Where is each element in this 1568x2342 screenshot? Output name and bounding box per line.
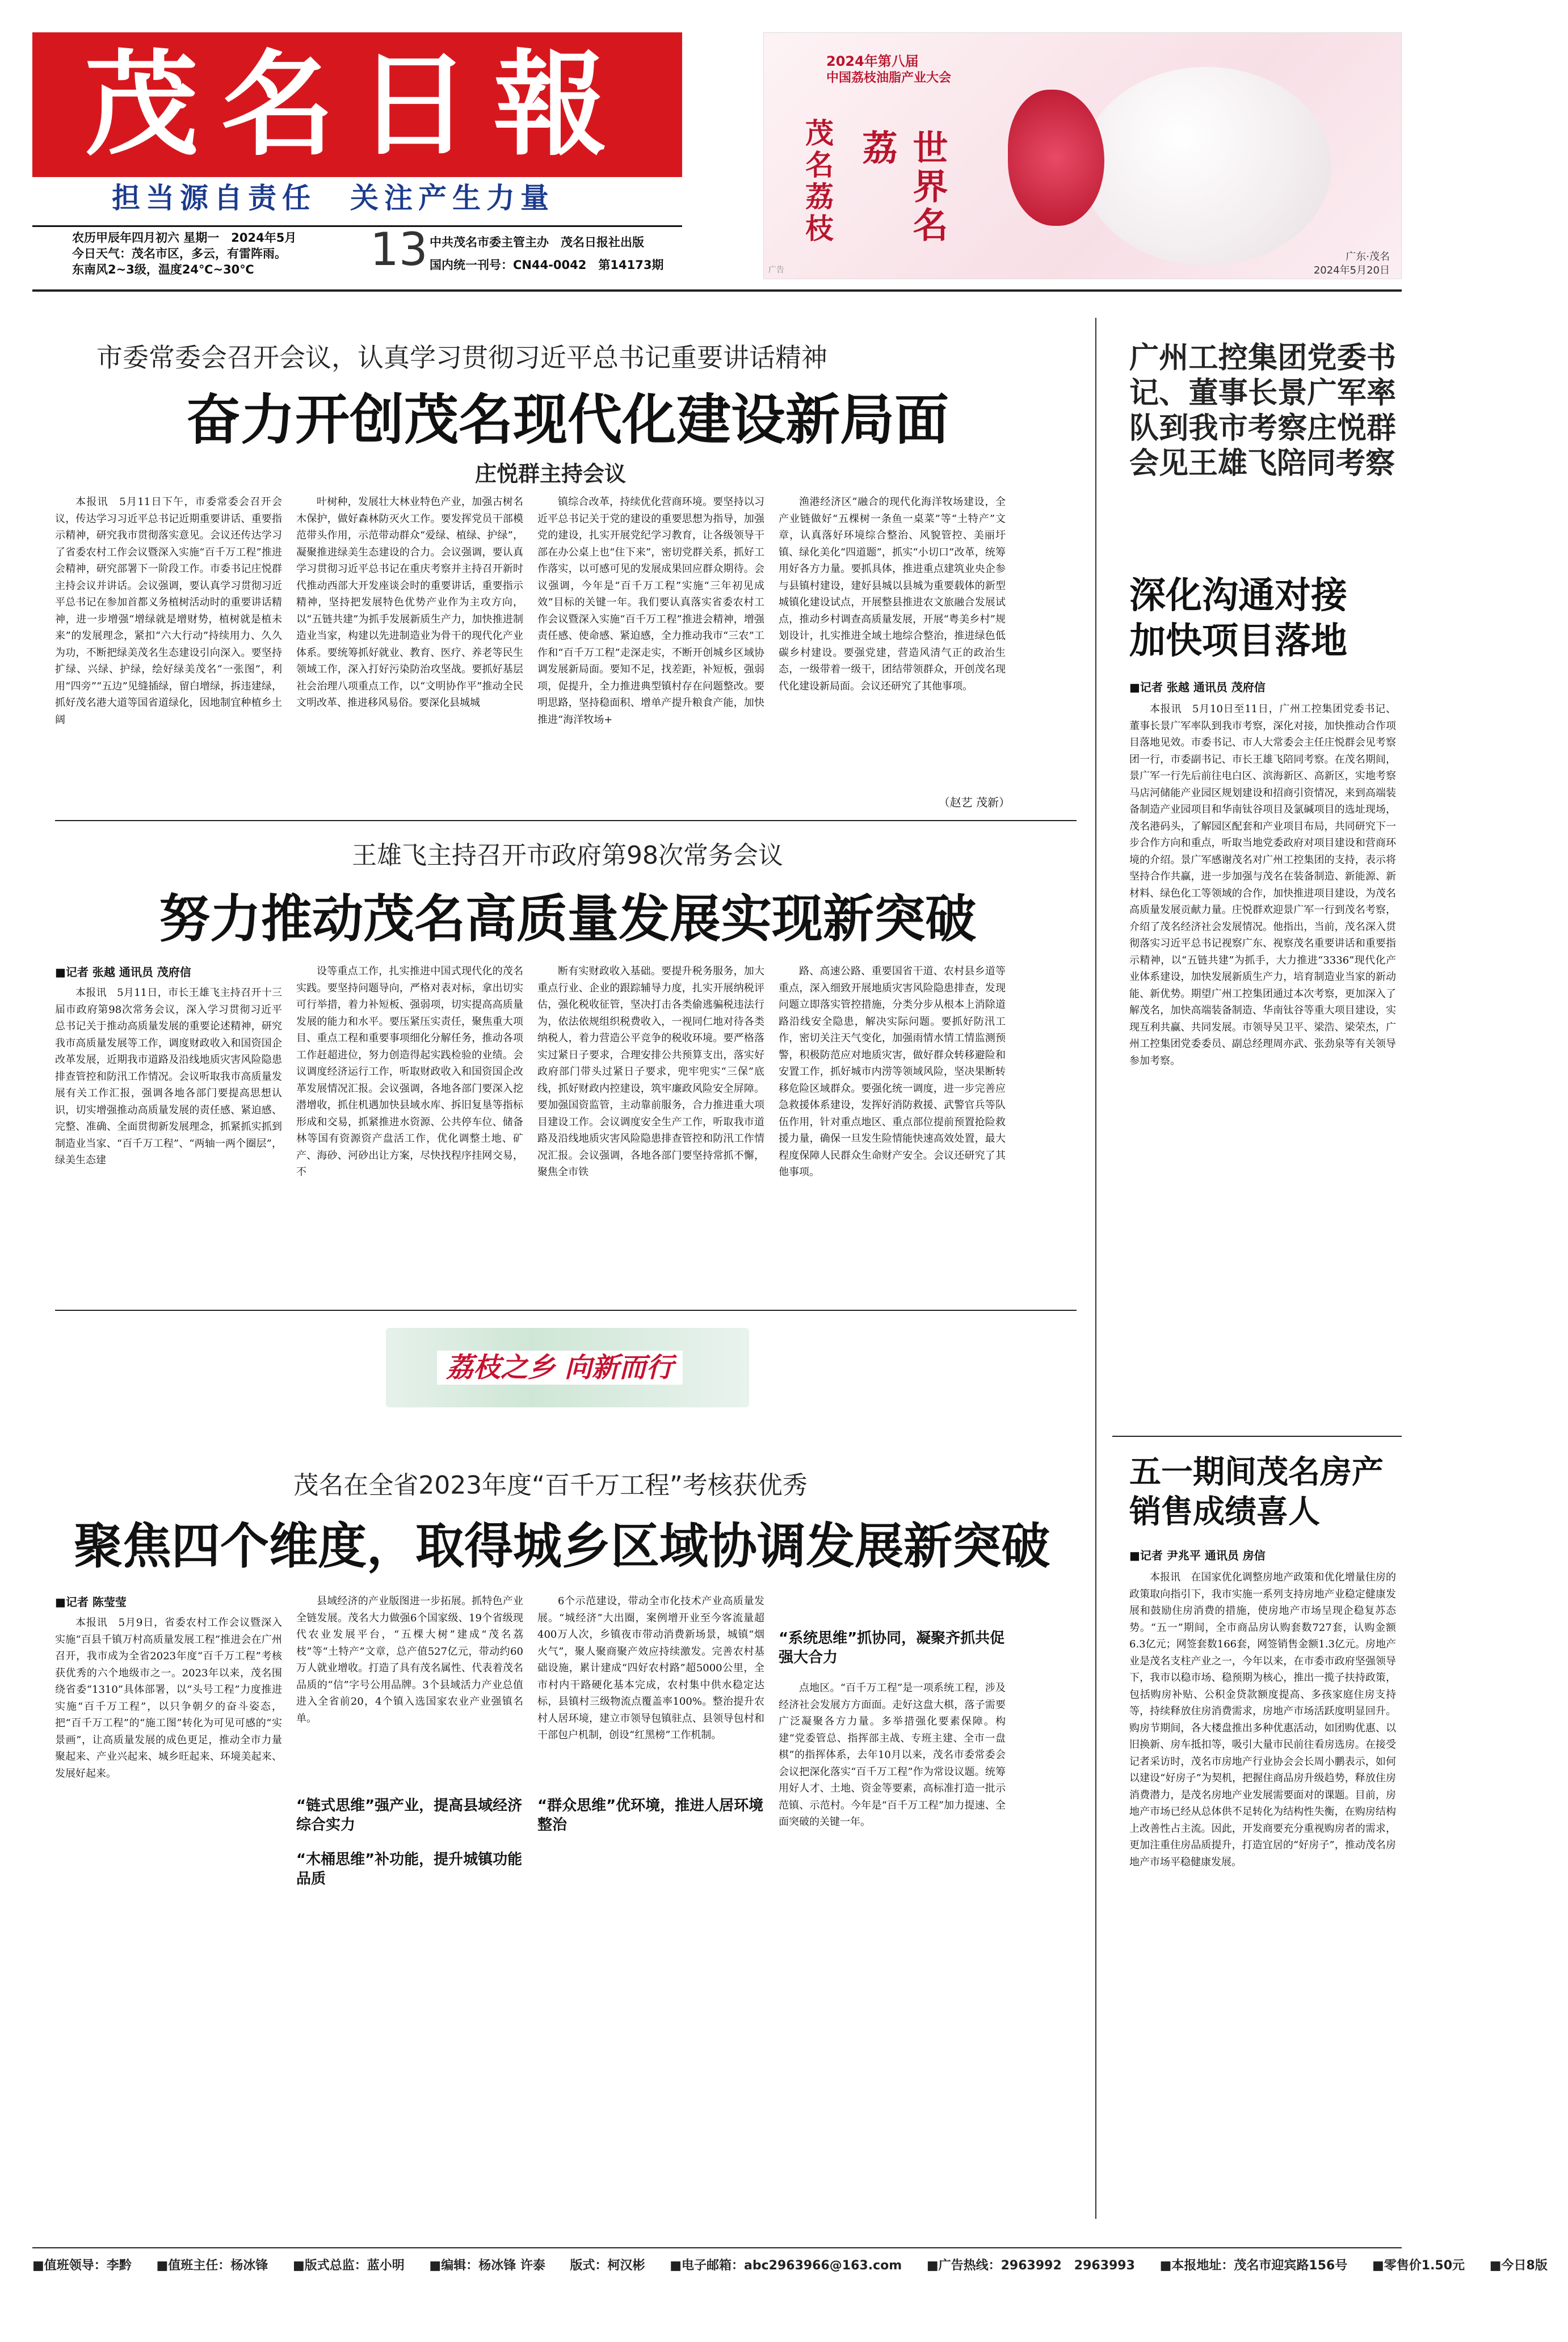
ad-event-line1: 2024年第八届 — [826, 53, 919, 69]
article-1-col-3: 镇综合改革，持续优化营商环境。要坚持以习近平总书记关于党的建设的重要思想为指导，加强党的建设，扎实开展党纪学习教育，让各级领导干部在办公桌上也“住下来”，密切党群关系，抓好工作落实，以可感可见的发展成果回应群众期待。会议强调，今年是“百千万工程”实施“三年初见成效”目标的关键一年。我们要认真落实省委农村工作会议暨深入实施“百千万工程”推进会精神，增强责任感、使命感、紧迫感，全力推动我市“三农”工作和“百千万工程”走深走实，不断开创城乡区域协调发展新局面。要知不足，找差距，补短板，强弱项，促提升，全力推进典型镇村存在问题整改。要明思路，坚持稳面积、增单产提升粮食产能，加快推进“海洋牧场+ — [537, 496, 764, 726]
ad-event-line2: 中国荔枝油脂产业大会 — [826, 71, 952, 85]
article-3-subhead-2: “木桶思维”补功能，提升城镇功能品质 — [296, 1851, 523, 1887]
footer-item: ■编辑：杨冰锋 许泰 — [429, 2259, 545, 2273]
masthead-day: 13 — [370, 223, 428, 276]
article-1-col-1: 本报讯 5月11日下午，市委常委会召开会议，传达学习习近平总书记近期重要讲话、重要指示精神，研究我市贯彻落实意见。会议还传达学习了省委农村工作会议暨深入实施“百千万工程”推进会精神，研究部署下一阶段工作。市委书记庄悦群主持会议并讲话。会议强调，要认真学习贯彻习近平总书记在参加首都义务植树活动时的重要讲话精神，进一步增强“增绿就是增财势，植树就是植未来”的发展理念，紧扣“六大行动”持续用力、久久为功，不断把绿美茂名生态建设引向深入。要坚持扩绿、兴绿、护绿，绘好绿美茂名“一张图”，利用“四旁”“五边”见缝插绿，留白增绿，拆违建绿，抓好茂名港大道等国省道绿化，因地制宜种植乡土阔 — [55, 496, 282, 726]
article-1-title: 奋力开创茂名现代化建设新局面 — [186, 388, 949, 452]
banner-text: 荔枝之乡 向新而行 — [437, 1351, 683, 1385]
article-3-subhead-4: “系统思维”抓协同，凝聚齐抓共促强大合力 — [779, 1630, 1005, 1666]
article-4-body: 本报讯 5月10日至11日，广州工控集团党委书记、董事长景广军率队到我市考察，深化对接，加快推动合作项目落地见效。市委书记、市人大常委会主任庄悦群会见考察团一行，市委副书记、市长王雄飞陪同考察。在茂名期间，景广军一行先后前往电白区、滨海新区、高新区，实地考察马店河储能产业园区规划建设和招商引资情况，来到高端装备制造产业园项目和华南钛谷项目及氯碱项目的选址现场，茂名港码头，了解园区配套和产业项目布局，共同研究下一步合作方向和重点，听取当地党委政府对项目建设和营商环境的介绍。景广军感谢茂名对广州工控集团的支持，表示将坚持合作共赢，进一步加强与茂名在装备制造、新能源、新材料、绿色化工等领域的合作，加快推进项目建设，为茂名高质量发展贡献力量。庄悦群欢迎景广军一行到茂名考察，介绍了茂名经济社会发展情况。他指出，当前，茂名深入贯彻落实习近平总书记视察广东、视察茂名重要讲话和重要指示精神，以“五链共建”为抓手，大力推进“3336”现代化产业体系建设，加快发展新质生产力，培育制造业当家的新动能、新优势。期望广州工控集团通过本次考察，更加深入了解茂名，加快高端装备制造、华南钛谷等重大项目建设，实现互利共赢、共同发展。市领导吴卫平、梁浩、梁荣杰，广州工控集团党委委员、副总经理周亦武、张劲泉等有关领导参加考察。 — [1129, 703, 1396, 1067]
footer-item: ■今日8版 — [1489, 2259, 1548, 2273]
lychee-image — [1082, 67, 1331, 266]
ad-slogan-1: 茂名荔枝 — [801, 118, 834, 245]
article-3-kicker: 茂名在全省2023年度“百千万工程”考核获优秀 — [293, 1471, 808, 1500]
article-1-subtitle: 庄悦群主持会议 — [474, 461, 626, 486]
article-2-col-2: 设等重点工作，扎实推进中国式现代化的茂名实践。要坚持问题导向，严格对表对标，拿出切实可行举措，着力补短板、强弱项，切实提高高质量发展的能力和水平。要压紧压实责任，聚焦重大项目、重点工程和重要事项细化分解任务，推动各项工作赶超进位，努力创造得起实践检验的业绩。会议调度经济运行工作，听取财政收入和国资国企改革发展情况汇报。会议强调，各地各部门要深入挖潜增收，抓住机遇加快县域水库、拆旧复垦等指标形成和交易，抓紧推进水资源、公共停车位、储备林等国有资源资产盘活工作，优化调整土地、矿产、海砂、河砂出让方案，尽快找程序挂网交易，不 — [296, 965, 523, 1178]
footer-item: ■值班领导：李黔 — [32, 2259, 132, 2273]
article-2-col-1: 本报讯 5月11日，市长王雄飞主持召开十三届市政府第98次常务会议，深入学习贯彻习近平总书记关于推动高质量发展的重要论述精神，研究我市高质量发展等工作，调度财政收入和国资国企改革发展，近期我市道路及沿线地质灾害风险隐患排查管控和防汛工作情况。会议听取我市高质量发展有关工作汇报，强调各地各部门要提高思想认识，切实增强推动高质量发展的责任感、紧迫感、完整、准确、全面贯彻新发展理念，抓紧抓实抓到制造业当家、“百千万工程”、“两轴一两个圈层”，绿美生态建 — [55, 987, 282, 1166]
masthead-date: 农历甲辰年四月初六 星期一 2024年5月 今日天气：茂名市区，多云，有雷阵雨。 东南风2~3级，温度24℃~30℃ — [72, 231, 297, 276]
article-1-kicker: 市委常委会召开会议，认真学习贯彻习近平总书记重要讲话精神 — [96, 342, 827, 373]
page-footer — [32, 2256, 1548, 2278]
masthead-cn: 国内统一刊号：CN44-0042 第14173期 — [430, 258, 664, 272]
article-3-col-2: 县域经济的产业版图进一步拓展。抓特色产业全链发展。茂名大力做强6个国家级、19个省级现代农业发展平台，“五棵大树”建成“茂名荔枝”等“土特产”文章，总产值527亿元，带动约60万人就业增收。打造了具有茂名属性、代表着茂名品质的“信”字号公用品牌。3个县域活力产业总值进入全省前20，4个镇入选国家农业产业强镇名单。 — [296, 1595, 523, 1725]
article-5-title: 五一期间茂名房产销售成绩喜人 — [1129, 1454, 1384, 1531]
masthead-sponsor: 中共茂名市委主管主办 茂名日报社出版 — [430, 236, 644, 249]
article-2-col-3: 断有实财政收入基础。要提升税务服务，加大重点行业、企业的跟踪辅导力度，扎实开展纳税评估，强化税收征管，坚决打击各类偷逃骗税违法行为，依法依规组织税费收入，一视同仁地对待各类纳税人，着力营造公平竞争的税收环境。要严格落实过紧日子要求，合理安排公共预算支出，落实好政府部门带头过紧日子要求，兜牢兜实“三保”底线，抓好财政内控建设，筑牢廉政风险安全屏障。要加强国资监管，主动靠前服务，合力推进重大项目建设工作。会议调度安全生产工作，听取我市道路及沿线地质灾害风险隐患排查管控和防汛工作情况汇报。会议强调，各地各部门要坚持常抓不懈，聚焦全市铁 — [537, 965, 764, 1178]
article-3-col-3: 6个示范建设，带动全市化技术产业高质量发展。“城经济”大出圈，案例增开业至今客流量超400万人次，乡镇夜市带动消费新场景，城镇“烟火气”，聚人聚商聚产效应持续激发。完善农村基础设施，累计建成“四好农村路”超5000公里，全市村内干路硬化基本完成，农村集中供水稳定达标，县镇村三级物流点覆盖率100%。整治提升农村人居环境，建立市领导包镇驻点、县领导包村和干部包户机制，创设“红黑榜”工作机制。 — [537, 1595, 764, 1741]
article-2-kicker: 王雄飞主持召开市政府第98次常务会议 — [352, 841, 783, 870]
article-5-body: 本报讯 在国家优化调整房地产政策和优化增量住房的政策取向指引下，我市实施一系列支持房地产业稳定健康发展和鼓励住房消费的措施，使房地产市场呈现企稳复苏态势。“五一”期间，全市商品房认购套数727套，认购金额6.3亿元；网签套数166套，网签销售金额1.3亿元。房地产业是茂名支柱产业之一，今年以来，在市委市政府坚强领导下，我市以稳市场、稳预期为核心，推出一揽子扶持政策，包括购房补贴、公积金贷款额度提高、多孩家庭住房支持等，持续释放住房消费需求，房地产市场活跃度明显回升。购房节期间，各大楼盘推出多种优惠活动，如团购优惠、以旧换新、房车抵扣等，吸引大量市民前往看房选房。在接受记者采访时，茂名市房地产行业协会会长周小鹏表示，如何以建设“好房子”为契机，把握住商品房升级趋势，释放住房消费潜力，是茂名房地产业发展需要面对的课题。目前，房地产市场已经从总体供不足转化为结构性失衡，在购房结构上改善性占主流。因此，开发商要充分重视购房者的需求，更加注重住房品质提升，打造宜居的“好房子”，推动茂名房地产市场平稳健康发展。 — [1129, 1571, 1396, 1868]
article-3-title: 聚焦四个维度，取得城乡区域协调发展新突破 — [74, 1518, 1050, 1575]
footer-item: 版式：柯汉彬 — [570, 2259, 645, 2273]
article-3-subhead-1: “链式思维”强产业，提高县域经济综合实力 — [296, 1797, 523, 1834]
article-1-col-2: 叶树种，发展壮大林业特色产业，加强古树名木保护，做好森林防灭火工作。要发挥党员干部模范带头作用，示范带动群众“爱绿、植绿、护绿”，凝聚推进绿美生态建设的合力。会议强调，要认真学习贯彻习近平总书记在重庆考察并主持召开新时代推动西部大开发座谈会时的重要讲话，重要指示精神，坚持把发展特色优势产业作为主攻方向，以“五链共建”为抓手发展新质生产力，加快推进制造业当家，构建以先进制造业为骨干的现代化产业体系。要统筹抓好就业、教育、医疗、养老等民生领域工作，深入打好污染防治攻坚战。要抓好基层社会治理八项重点工作，以“文明协作平”推动全民文明改革、推进移风易俗。要深化县城城 — [296, 496, 523, 709]
article-5-byline: ■记者 尹兆平 通讯员 房信 — [1129, 1549, 1266, 1562]
article-2-col-4: 路、高速公路、重要国省干道、农村县乡道等重点，深入细致开展地质灾害风险隐患排查，发现问题立即落实管控措施，分类分步从根本上消除道路沿线安全隐患，解决实际问题。要抓好防汛工作，密切关注天气变化，加强雨情水情工情监测预警，积极防范应对地质灾害，做好群众转移避险和安置工作，抓好城市内涝等领域风险，坚决果断转移危险区域群众。要强化统一调度，进一步完善应急救援体系建设，发挥好消防救援、武警官兵等队伍作用，针对重点地区、重点部位提前预置抢险救援力量，确保一旦发生险情能快速高效处置，最大程度保障人民群众生命财产安全。会议还研究了其他事项。 — [779, 965, 1006, 1178]
article-1-author: （赵艺 茂新） — [938, 796, 1010, 809]
footer-item: ■广告热线：2963992 2963993 — [926, 2259, 1135, 2273]
ad-slogan-2: 世界名荔 — [856, 129, 948, 245]
footer-item: ■本报地址：茂名市迎宾路156号 — [1159, 2259, 1348, 2273]
ad-footer-2: 2024年5月20日 — [1313, 264, 1390, 276]
masthead — [32, 32, 682, 279]
topic-banner — [386, 1328, 749, 1407]
article-4-title-2: 深化沟通对接加快项目落地 — [1129, 575, 1347, 662]
article-3-subhead-3: “群众思维”优环境，推进人居环境整治 — [537, 1797, 764, 1834]
article-4-byline: ■记者 张越 通讯员 茂府信 — [1129, 680, 1266, 694]
lychee-ad[interactable] — [763, 32, 1402, 279]
footer-item: ■值班主任：杨冰锋 — [156, 2259, 268, 2273]
article-2-byline: ■记者 张越 通讯员 茂府信 — [55, 965, 191, 979]
article-4-title: 广州工控集团党委书记、董事长景广军率队到我市考察庄悦群会见王雄飞陪同考察 — [1129, 341, 1396, 481]
footer-item: ■版式总监：蓝小明 — [292, 2259, 405, 2273]
newspaper-name: 茂名日報 — [85, 37, 630, 171]
article-3-col-1: 本报讯 5月9日，省委农村工作会议暨深入实施“百县千镇万村高质量发展工程”推进会在广州召开，我市成为全省2023年度“百千万工程”考核获优秀的六个地级市之一。2023年以来，茂名围绕省委“1310”具体部署，以“头号工程”力度推进实施“百千万工程”，以只争朝夕的奋斗姿态，把“百千万工程”的“施工图”转化为可见可感的“实景画”，让高质量发展的成色更足，推动全市力量聚起来、产业兴起来、城乡旺起来、环境美起来、发展好起来。 — [55, 1617, 282, 1780]
article-3-byline: ■记者 陈莹莹 — [55, 1595, 127, 1609]
footer-item: ■电子邮箱：abc2963966@163.com — [670, 2259, 902, 2273]
article-1-col-4: 渔港经济区”融合的现代化海洋牧场建设，全产业链做好“五棵树一条鱼一桌菜”等“土特产”文章，认真落好环境综合整治、风貌管控、美丽圩镇、绿化美化“四道题”，抓实“小切口”改革，统筹用好各方力量。要抓具体，推进重点建筑业央企参与县镇村建设，建好县城以县城为重要载体的新型城镇化建设试点，开展整县推进农文旅融合发展试点，推动乡村调查高质量发展，开展“粤美乡村”规划设计，扎实推进全域土地综合整治，推进绿色低碳乡村建设。要强党建，营造风清气正的政治生态，一级带着一级干，团结带领群众，开创茂名现代化建设新局面。会议还研究了其他事项。 — [779, 496, 1006, 692]
footer-item: ■零售价1.50元 — [1372, 2259, 1465, 2273]
ad-footer-1: 广东·茂名 — [1346, 251, 1390, 263]
article-3-col-4: 点地区。“百千万工程”是一项系统工程，涉及经济社会发展方方面面。走好这盘大棋，落子需要广泛凝聚各方力量。多举措强化要素保障。构建“党委管总、指挥部主战、专班主建、全市一盘棋”的指挥体系，去年10月以来，茂名市委常委会会议把深化落实“百千万工程”作为常设议题。统筹用好人才、土地、资金等要素，高标准打造一批示范镇、示范村。今年是“百千万工程”加力提速、全面突破的关键一年。 — [779, 1682, 1006, 1828]
masthead-logo — [32, 32, 682, 177]
lychee-peel — [1008, 90, 1104, 226]
masthead-slogan: 担当源自责任 关注产生力量 — [112, 182, 554, 215]
ad-tag: 广告 — [768, 266, 784, 275]
article-2-title: 努力推动茂名高质量发展实现新突破 — [159, 889, 976, 949]
